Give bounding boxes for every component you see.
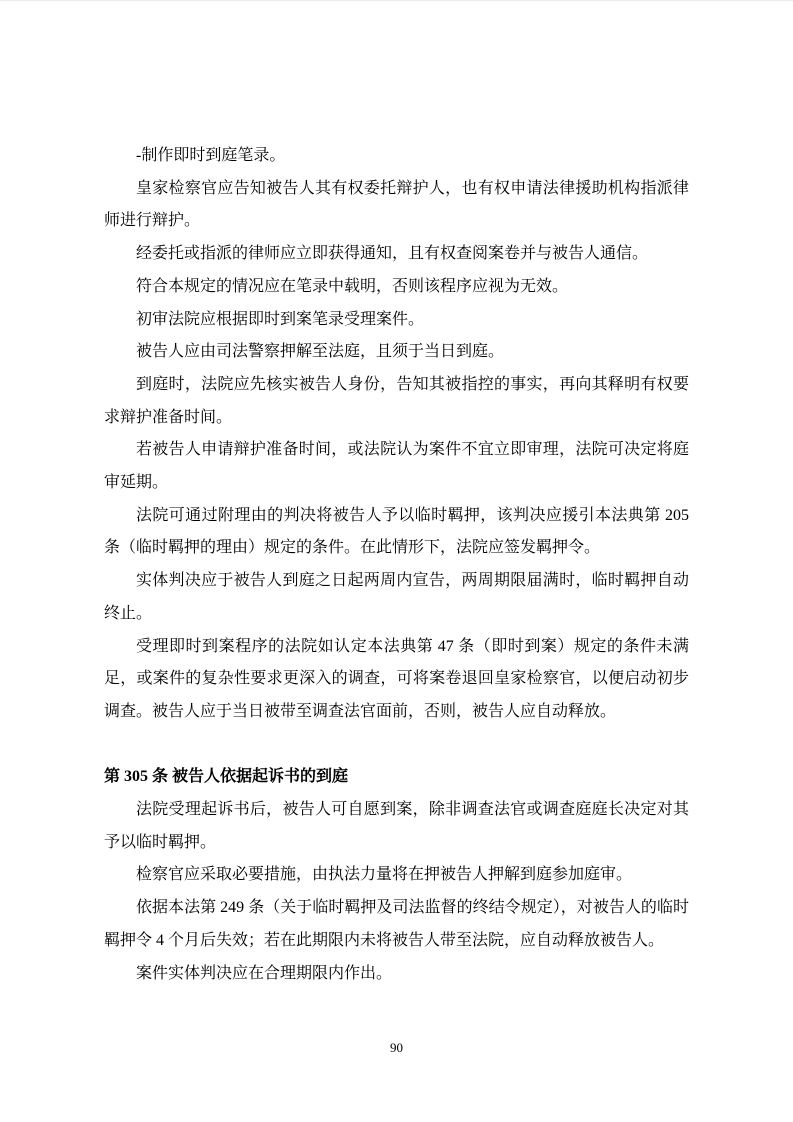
paragraph: 受理即时到案程序的法院如认定本法典第 47 条（即时到案）规定的条件未满足，或案件的复杂性要求更深入的调查，可将案卷退回皇家检察官，以便启动初步调查。被告人应于当日被带至调查法官面前，否则，被告人应自动释放。 [104,637,689,720]
document-body [104,140,689,990]
paragraph: 法院受理起诉书后，被告人可自愿到案，除非调查法官或调查庭庭长决定对其予以临时羁押。 [104,801,689,851]
paragraph: 被告人应由司法警察押解至法庭，且须于当日到庭。 [136,343,505,361]
paragraph: 符合本规定的情况应在笔录中载明，否则该程序应视为无效。 [136,277,569,295]
paragraph: 检察官应采取必要措施，由执法力量将在押被告人押解到庭参加庭审。 [136,866,633,884]
page-number: 90 [390,1040,403,1055]
paragraph: 依据本法第 249 条（关于临时羁押及司法监督的终结令规定），对被告人的临时羁押令 4 个月后失效；若在此期限内未将被告人带至法院，应自动释放被告人。 [104,899,689,949]
paragraph: 经委托或指派的律师应立即获得通知，且有权查阅案卷并与被告人通信。 [136,245,649,263]
paragraph: 皇家检察官应告知被告人其有权委托辩护人，也有权申请法律援助机构指派律师进行辩护。 [104,179,689,230]
paragraph: 若被告人申请辩护准备时间，或法院认为案件不宜立即审理，法院可决定将庭审延期。 [104,441,689,492]
paragraph: 实体判决应于被告人到庭之日起两周内宣告，两周期限届满时，临时羁押自动终止。 [104,572,689,622]
paragraph: 案件实体判决应在合理期限内作出。 [136,964,393,982]
paragraph: 到庭时，法院应先核实被告人身份，告知其被指控的事实，再向其释明有权要求辩护准备时间。 [104,375,689,426]
paragraph: 初审法院应根据即时到案笔录受理案件。 [136,310,425,328]
paragraph: -制作即时到庭笔录。 [136,147,286,164]
paragraph: 法院可通过附理由的判决将被告人予以临时羁押，该判决应援引本法典第 205 条（临时羁押的理由）规定的条件。在此情形下，法院应签发羁押令。 [104,506,689,557]
section-heading: 第 305 条 被告人依据起诉书的到庭 [104,768,349,786]
